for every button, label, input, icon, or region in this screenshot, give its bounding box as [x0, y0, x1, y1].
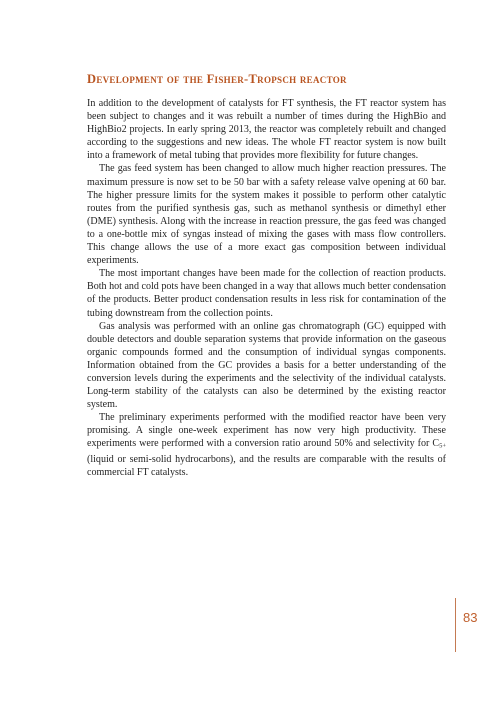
paragraph-4: Gas analysis was performed with an online gas chromatograph (GC) equipped with double detectors and double separation systems that provide information on the gaseous organic compounds formed and the consumption of individual syngas components. Information obtained from the GC provides a basis for a better understanding of the conversion levels during the experiments and the selectivity of the individual catalysts. Long-term stability of the catalysts can also be determined by the existing reactor system.	[87, 320, 446, 411]
paragraph-2: The gas feed system has been changed to allow much higher reaction pressures. The maximum pressure is now set to be 50 bar with a safety release valve opening at 60 bar. The higher pressure limits for the system makes it possible to perform other catalytic routes from the purified synthesis gas, such as methanol synthesis or dimethyl ether (DME) synthesis. Along with the increase in reaction pressure, the gas feed was changed to a one-bottle mix of syngas instead of mixing the gases with mass flow controllers. This change allows the use of a more exact gas composition between individual experiments.	[87, 163, 446, 267]
page-number-rule	[455, 598, 456, 652]
paragraph-3: The most important changes have been made for the collection of reaction products. Both hot and cold pots have been changed in a way that allows much better condensation of the products. Better product condensation results in less risk for contamination of the tubing downstream from the collection points.	[87, 268, 446, 319]
paragraph-5-text-end: (liquid or semi-solid hydrocarbons), and the results are comparable with the results of commercial FT catalysts.	[87, 454, 446, 479]
c5-subscript: 5+	[439, 442, 446, 450]
paragraph-5	[87, 411, 446, 479]
paragraph-1: In addition to the development of catalysts for FT synthesis, the FT reactor system has been subject to changes and it was rebuilt a number of times during the HighBio and HighBio2 projects. In early spring 2013, the reactor was completely rebuilt and changed according to the suggestions and new ideas. The whole FT reactor system is now built into a framework of metal tubing that provides more flexibility for future changes.	[87, 98, 446, 162]
body-text	[87, 97, 446, 479]
page-number: 83	[463, 610, 478, 625]
paragraph-5-text: The preliminary experiments performed with the modified reactor have been very promising. A single one-week experiment has now very high productivity. These experiments were performed with a conversion ratio around 50% and selectivity for C	[87, 412, 446, 450]
section-heading: Development of the Fisher-Tropsch reactor	[87, 72, 347, 86]
